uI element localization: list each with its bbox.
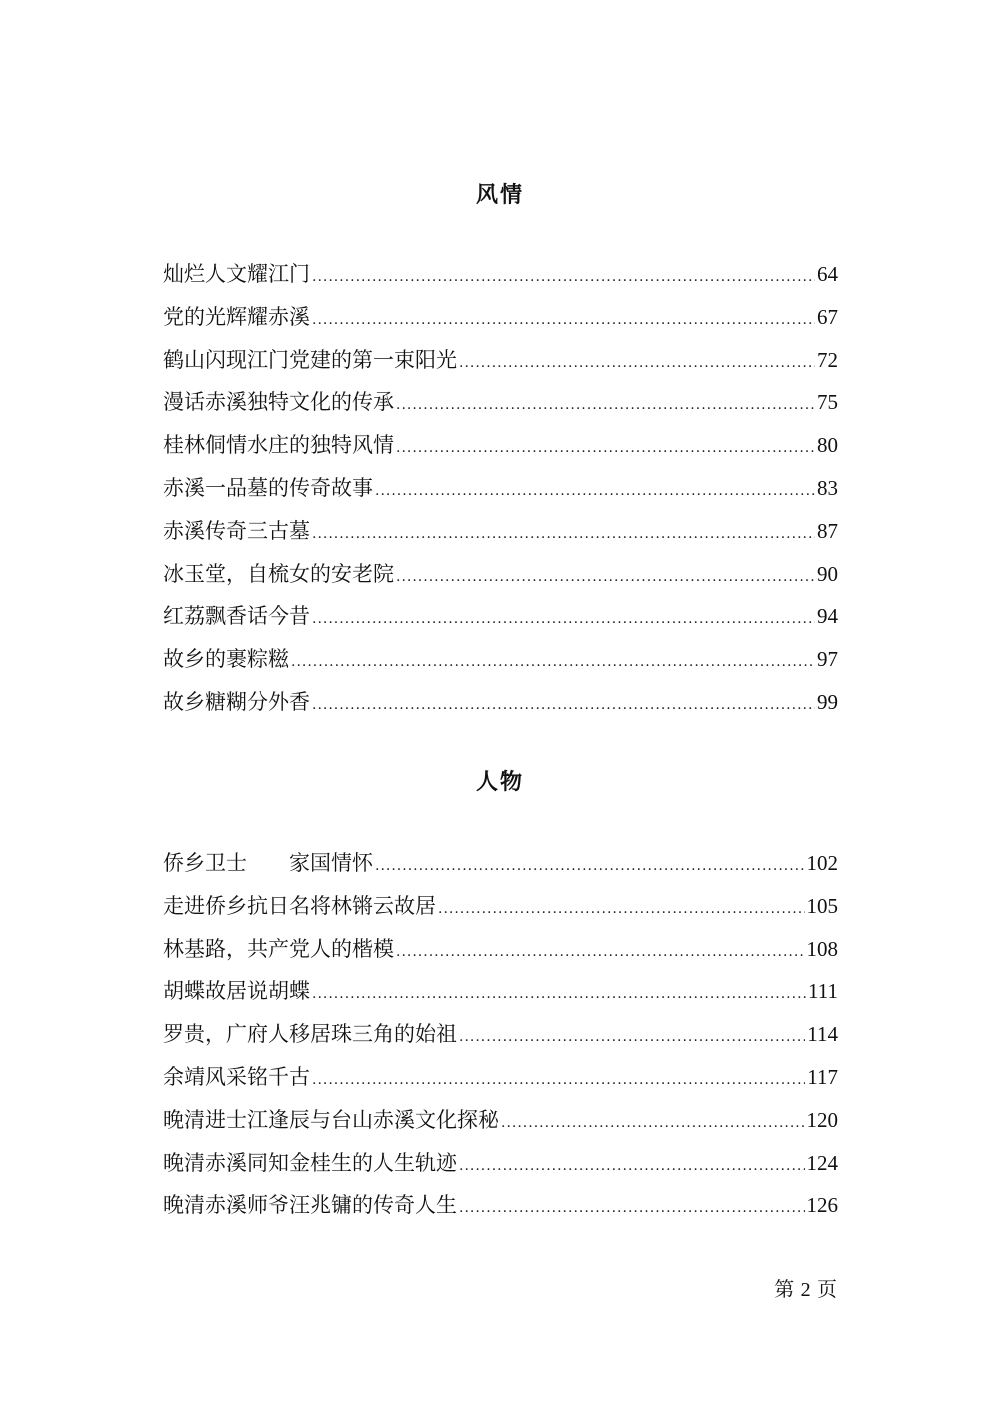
toc-entry-page: 72 — [817, 347, 838, 372]
toc-entry-title: 故乡糖糊分外香 — [163, 689, 310, 714]
toc-entry[interactable] — [163, 681, 838, 724]
dot-leader — [438, 888, 805, 931]
dot-leader — [396, 556, 815, 599]
toc-entry[interactable] — [163, 1056, 838, 1099]
toc-entry-page: 64 — [817, 262, 838, 286]
toc-entry[interactable] — [163, 424, 838, 467]
dot-leader — [312, 299, 815, 342]
page-footer — [774, 1275, 837, 1304]
toc-entry-title: 冰玉堂，自梳女的安老院 — [163, 561, 394, 586]
toc-entry-page: 105 — [806, 893, 838, 918]
toc-list-renwu — [163, 842, 838, 1227]
toc-entry[interactable] — [163, 842, 838, 885]
toc-entry[interactable] — [163, 339, 838, 382]
dot-leader — [291, 641, 815, 684]
toc-entry-title: 灿烂人文耀江门 — [163, 262, 310, 286]
toc-entry-page: 108 — [806, 936, 838, 961]
toc-entry-title: 侨乡卫士 家国情怀 — [163, 851, 373, 875]
toc-entry-title: 晚清赤溪师爷汪兆镛的传奇人生 — [163, 1193, 457, 1218]
toc-entry-title: 余靖风采铭千古 — [163, 1064, 310, 1089]
toc-entry-page: 87 — [817, 518, 838, 543]
dot-leader — [501, 1102, 805, 1145]
toc-entry-page: 94 — [817, 604, 838, 629]
toc-entry-title: 胡蝶故居说胡蝶 — [163, 979, 310, 1004]
toc-list-fengqing — [163, 253, 838, 724]
toc-entry[interactable] — [163, 595, 838, 638]
toc-entry[interactable] — [163, 1184, 838, 1227]
toc-entry-title: 赤溪一品墓的传奇故事 — [163, 475, 373, 500]
toc-entry-page: 90 — [817, 561, 838, 586]
toc-entry[interactable] — [163, 885, 838, 928]
toc-entry[interactable] — [163, 1142, 838, 1185]
toc-entry-page: 75 — [817, 390, 838, 415]
toc-entry-page: 102 — [806, 851, 838, 875]
toc-entry-title: 晚清进士江逢辰与台山赤溪文化探秘 — [163, 1107, 499, 1132]
toc-entry-title: 鹤山闪现江门党建的第一束阳光 — [163, 347, 457, 372]
toc-entry-page: 126 — [806, 1193, 838, 1218]
dot-leader — [459, 342, 815, 385]
dot-leader — [396, 384, 815, 427]
toc-entry[interactable] — [163, 467, 838, 510]
toc-entry[interactable] — [163, 510, 838, 553]
dot-leader — [459, 1187, 805, 1230]
toc-entry-page: 124 — [806, 1150, 838, 1175]
toc-entry-page: 67 — [817, 304, 838, 329]
page-footer-prefix: 第 — [774, 1277, 795, 1301]
dot-leader — [396, 427, 815, 470]
dot-leader — [312, 256, 815, 299]
dot-leader — [312, 598, 815, 641]
dot-leader — [312, 1059, 805, 1102]
toc-entry-title: 漫话赤溪独特文化的传承 — [163, 390, 394, 415]
toc-entry-title: 林基路，共产党人的楷模 — [163, 936, 394, 961]
toc-entry[interactable] — [163, 553, 838, 596]
toc-entry-page: 99 — [817, 689, 838, 714]
toc-entry-page: 80 — [817, 433, 838, 458]
toc-entry[interactable] — [163, 381, 838, 424]
toc-entry-title: 桂林侗情水庄的独特风情 — [163, 433, 394, 458]
toc-entry[interactable] — [163, 970, 838, 1013]
section-title-renwu: 人物 — [475, 769, 524, 795]
dot-leader — [396, 931, 805, 974]
dot-leader — [375, 470, 815, 513]
dot-leader — [312, 513, 815, 556]
toc-entry[interactable] — [163, 296, 838, 339]
toc-entry-page: 120 — [806, 1107, 838, 1132]
page-footer-suffix: 页 — [817, 1277, 837, 1301]
toc-entry-page: 83 — [817, 475, 838, 500]
dot-leader — [312, 684, 815, 727]
dot-leader — [312, 973, 806, 1016]
page-number: 2 — [800, 1279, 811, 1301]
dot-leader — [459, 1145, 805, 1188]
toc-entry-title: 党的光辉耀赤溪 — [163, 304, 310, 329]
toc-entry[interactable] — [163, 1099, 838, 1142]
dot-leader — [459, 1016, 805, 1059]
toc-entry[interactable] — [163, 928, 838, 971]
dot-leader — [375, 845, 805, 888]
toc-entry[interactable] — [163, 1013, 838, 1056]
toc-entry-title: 红荔飘香话今昔 — [163, 604, 310, 629]
toc-entry-page: 117 — [807, 1064, 838, 1089]
toc-entry[interactable] — [163, 638, 838, 681]
toc-entry-page: 111 — [808, 979, 838, 1004]
toc-entry-title: 走进侨乡抗日名将林锵云故居 — [163, 893, 436, 918]
toc-entry-title: 故乡的裹粽糍 — [163, 647, 289, 672]
toc-entry-title: 罗贵，广府人移居珠三角的始祖 — [163, 1022, 457, 1047]
toc-entry[interactable] — [163, 253, 838, 296]
toc-entry-page: 114 — [807, 1022, 838, 1047]
toc-entry-page: 97 — [817, 647, 838, 672]
toc-entry-title: 赤溪传奇三古墓 — [163, 518, 310, 543]
section-title-fengqing: 风情 — [475, 182, 524, 208]
toc-entry-title: 晚清赤溪同知金桂生的人生轨迹 — [163, 1150, 457, 1175]
